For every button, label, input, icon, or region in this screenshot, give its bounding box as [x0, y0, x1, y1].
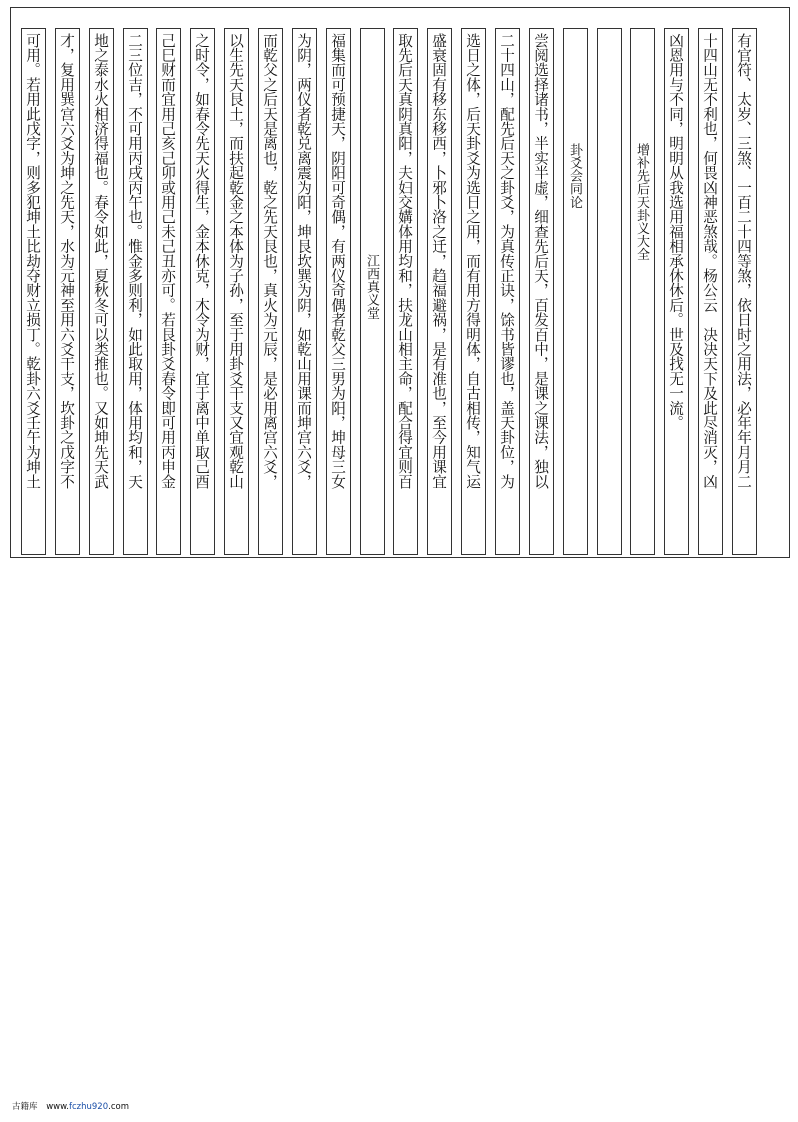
site-prefix: www. [46, 1102, 69, 1112]
text-column: 二十四山，配先后天之卦爻，为真传正诀，馀书皆谬也，盖天卦位，为 [495, 28, 520, 555]
empty-column [597, 28, 622, 555]
site-domain: fczhu920 [69, 1102, 109, 1112]
footer-watermark [12, 1100, 129, 1112]
site-suffix: .com [108, 1102, 129, 1112]
section-title: 卦爻会同论 [563, 28, 588, 555]
footer-label: 古籍库 [12, 1102, 38, 1112]
text-column: 而乾父之后天是离也，乾之先天艮也，真火为元辰，是必用离宫六爻， [258, 28, 283, 555]
text-column: 己巳财而宜用己亥己卯或用己未己丑亦可。若艮卦爻春令即可用丙申金 [156, 28, 181, 555]
text-column: 二三位吉，不可用丙戌丙午也。惟金多则利，如此取用，体用均和，天 [123, 28, 148, 555]
text-column: 十四山无不利也，何畏凶神恶煞哉。杨公云 决决天下及此尽消灭，凶 [698, 28, 723, 555]
text-column: 可用。若用此戊字，则多犯坤土比劫夺财立损丁。乾卦六爻壬午为坤土 [21, 28, 46, 555]
text-column: 有官符、太岁、三煞、一百二十四等煞，依日时之用法，必年年月月二 [732, 28, 757, 555]
text-column: 以生先天艮土，而扶起乾金之本体为子孙，至于用卦爻干支又宜观乾山 [224, 28, 249, 555]
text-column: 取先后天真阴真阳，夫妇交媾体用均和，扶龙山相主命，配合得宜则百 [393, 28, 418, 555]
publisher-label: 江西真义堂 [360, 28, 385, 555]
text-column: 盛衰固有移东移西，卜邪卜洛之迁，趋福避祸，是有准也，至今用课宜 [427, 28, 452, 555]
text-column: 尝阅选择诸书，半实半虚，细查先后天，百发百中，是课之课法，独以 [529, 28, 554, 555]
text-column: 选日之体，后天卦爻为选日之用，而有用方得明体，自古相传，知气运 [461, 28, 486, 555]
footer-site-link[interactable] [46, 1102, 129, 1112]
text-column: 之时令，如春令先天火得生，金本休克，木令为财，宜于离中单取己酉 [190, 28, 215, 555]
text-column: 才，复用巽宫六爻为坤之先天，水为元神至用六爻干支，坎卦之戊字不 [55, 28, 80, 555]
text-column: 为阴，两仪者乾兑离震为阳，坤艮坎巽为阴，如乾山用课而坤宫六爻， [292, 28, 317, 555]
text-column: 地之泰水火相济得福也。春令如此，夏秋冬可以类推也。又如坤先天武 [89, 28, 114, 555]
text-column: 凶恩用与不同，明明从我选用福相承休休后。世及找无一流。 [664, 28, 689, 555]
section-title: 增补先后天卦义大全 [630, 28, 655, 555]
page-frame [10, 7, 790, 558]
text-column: 福集而可预捷天，阴阳可奇偶，有两仪奇偶者乾父三男为阳，坤母三女 [326, 28, 351, 555]
